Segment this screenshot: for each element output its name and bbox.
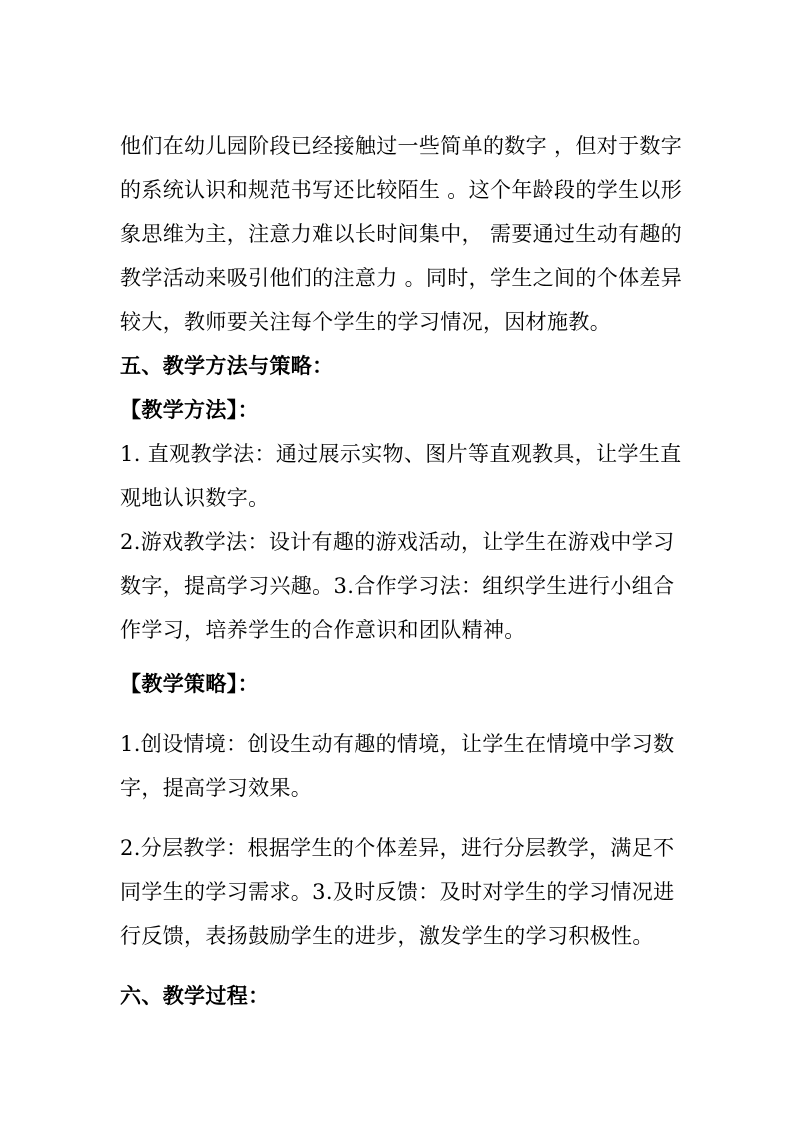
strategies-line-1: 1.创设情境：创设生动有趣的情境，让学生在情境中学习数: [120, 732, 675, 756]
intro-line-2: 的系统认识和规范书写还比较陌生 。这个年龄段的学生以形: [120, 178, 683, 202]
methods-heading: 【教学方法】：: [120, 397, 259, 422]
intro-line-5: 较大，教师要关注每个学生的学习情况，因材施教。: [120, 310, 612, 334]
methods-line-1: 1. 直观教学法：通过展示实物、图片等直观教具，让学生直: [120, 442, 682, 466]
intro-line-4: 教学活动来吸引他们的注意力 。同时，学生之间的个体差异: [120, 266, 683, 290]
strategies-line-4: 同学生的学习需求。3.及时反馈：及时对学生的学习情况进: [120, 880, 675, 904]
strategies-line-3: 2.分层教学：根据学生的个体差异，进行分层教学，满足不: [120, 836, 675, 860]
strategies-line-5: 行反馈，表扬鼓励学生的进步，激发学生的学习积极性。: [120, 924, 654, 948]
methods-line-5: 作学习，培养学生的合作意识和团队精神。: [120, 618, 526, 642]
intro-line-1: 他们在幼儿园阶段已经接触过一些简单的数字 ，但对于数字: [120, 134, 683, 158]
methods-line-3: 2.游戏教学法：设计有趣的游戏活动，让学生在游戏中学习: [120, 530, 675, 554]
strategies-line-2: 字，提高学习效果。: [120, 776, 313, 800]
methods-line-2: 观地认识数字。: [120, 486, 270, 510]
section-6-heading: 六、教学过程：: [120, 983, 270, 1008]
intro-line-3: 象思维为主，注意力难以长时间集中， 需要通过生动有趣的: [120, 222, 683, 246]
methods-line-4: 数字，提高学习兴趣。3.合作学习法：组织学生进行小组合: [120, 574, 675, 598]
section-5-heading: 五、教学方法与策略：: [120, 353, 334, 378]
strategies-heading: 【教学策略】：: [120, 671, 259, 696]
